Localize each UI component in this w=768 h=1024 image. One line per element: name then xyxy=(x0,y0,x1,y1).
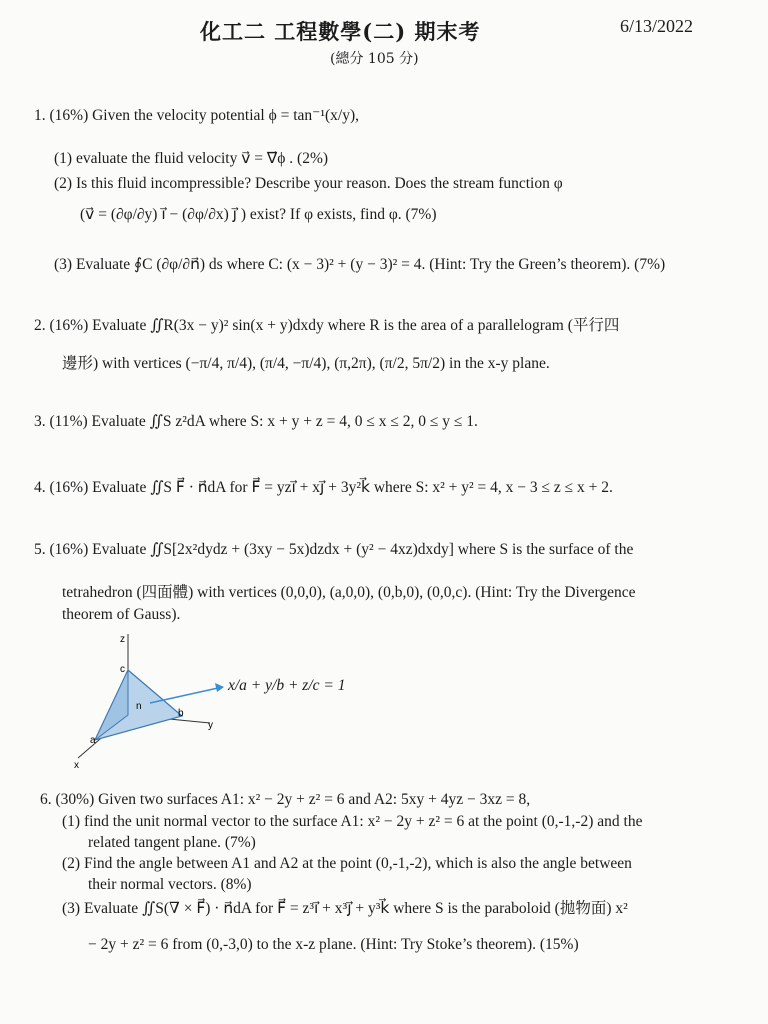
exam-date: 6/13/2022 xyxy=(620,16,694,36)
axis-label-z: z xyxy=(120,634,125,645)
q1-part3: (3) Evaluate ∮C (∂φ/∂n⃗) ds where C: (x − 3)² + (y − 3)² = 4. (Hint: Try the Green’s theorem). (7%) xyxy=(54,256,666,273)
q2-line1: 2. (16%) Evaluate ∬R(3x − y)² sin(x + y)dxdy where R is the area of a parallelogram (平行四 xyxy=(34,317,620,334)
q5-line2: tetrahedron (四面體) with vertices (0,0,0), (a,0,0), (0,b,0), (0,0,c). (Hint: Try the Divergence xyxy=(62,584,636,601)
q6-part1-line2: related tangent plane. (7%) xyxy=(88,834,256,851)
q5-line1: 5. (16%) Evaluate ∬S[2x²dydz + (3xy − 5x)dzdx + (y² − 4xz)dxdy] where S is the surface of the xyxy=(34,541,634,558)
vertex-label-c: c xyxy=(120,664,125,675)
q4-line1: 4. (16%) Evaluate ∬S F⃗ · n⃗dA for F⃗ = yzi⃗ + xj⃗ + 3y²k⃗ where S: x² + y² = 4, x − 3 ≤ z ≤ x + 2. xyxy=(34,479,613,496)
arrow-head-icon xyxy=(215,683,224,692)
exam-title: 化工二 工程數學(二) 期末考 xyxy=(200,19,481,44)
normal-arrow xyxy=(150,688,218,703)
q6-part2-line2: their normal vectors. (8%) xyxy=(88,876,252,893)
q1-stem: 1. (16%) Given the velocity potential ϕ = tan⁻¹(x/y), xyxy=(34,107,360,124)
q1-part2-line2: (v⃗ = (∂φ/∂y) i⃗ − (∂φ/∂x) j⃗ ) exist? If φ exists, find φ. (7%) xyxy=(80,206,437,223)
q5-line3: theorem of Gauss). xyxy=(62,606,181,623)
q6-part3-line1: (3) Evaluate ∬S(∇ × F⃗) · n⃗dA for F⃗ = z³i⃗ + x³j⃗ + y³k⃗ where S is the paraboloid (拋物面) x² xyxy=(62,900,628,917)
q3-line1: 3. (11%) Evaluate ∬S z²dA where S: x + y + z = 4, 0 ≤ x ≤ 2, 0 ≤ y ≤ 1. xyxy=(34,413,478,430)
q6-part3-line2: − 2y + z² = 6 from (0,-3,0) to the x-z plane. (Hint: Try Stoke’s theorem). (15%) xyxy=(88,936,579,953)
total-score: (總分 105 分) xyxy=(330,51,419,67)
vertex-label-b: b xyxy=(178,708,184,719)
axis-label-y: y xyxy=(208,720,213,731)
face-label: n xyxy=(136,701,142,712)
vertex-label-a: a xyxy=(90,735,96,746)
q1-part1: (1) evaluate the fluid velocity v⃗ = ∇⃗ϕ . (2%) xyxy=(54,150,329,167)
q1-part2-line1: (2) Is this fluid incompressible? Describe your reason. Does the stream function φ xyxy=(54,175,563,192)
q6-part2-line1: (2) Find the angle between A1 and A2 at the point (0,-1,-2), which is also the angle between xyxy=(62,855,632,872)
tetrahedron-figure xyxy=(70,630,350,770)
q6-line1: 6. (30%) Given two surfaces A1: x² − 2y + z² = 6 and A2: 5xy + 4yz − 3xz = 8, xyxy=(40,791,531,808)
axis-label-x: x xyxy=(74,760,79,770)
q2-line2: 邊形) with vertices (−π/4, π/4), (π/4, −π/4), (π,2π), (π/2, 5π/2) in the x-y plane. xyxy=(62,355,550,372)
plane-equation: x/a + y/b + z/c = 1 xyxy=(228,677,346,694)
q6-part1-line1: (1) find the unit normal vector to the surface A1: x² − 2y + z² = 6 at the point (0,-1,-2) and the xyxy=(62,813,643,830)
